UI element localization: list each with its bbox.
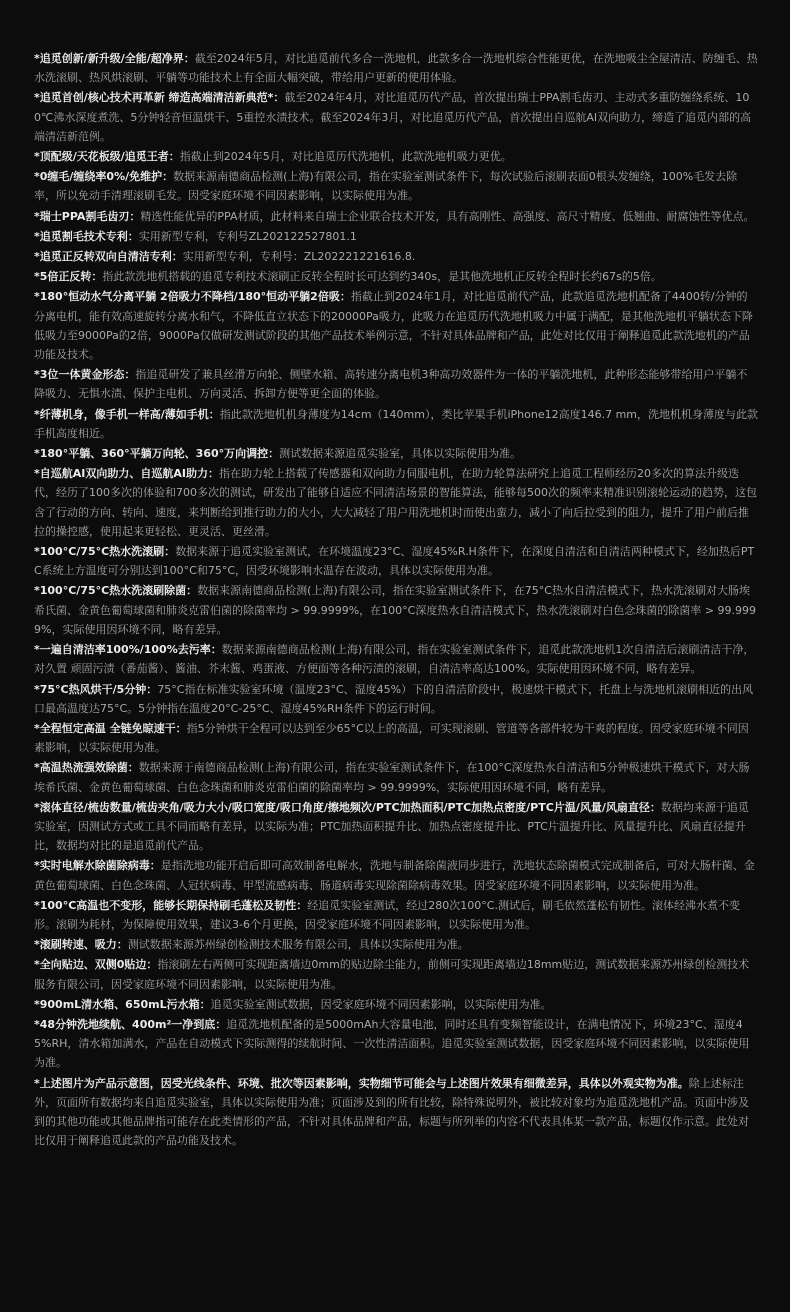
disclaimer-text: 实用新型专利，专利号：ZL202221221616.8. bbox=[182, 250, 416, 264]
disclaimer-label: *100°C高温也不变形，能够长期保持刷毛蓬松及韧性： bbox=[34, 898, 308, 912]
disclaimer-label: *0缠毛/缠绕率0%/免维护： bbox=[34, 170, 174, 184]
disclaimer-list bbox=[34, 49, 758, 1150]
disclaimer-text: 75°C指在标准实验室环境（温度23°C、湿度45%）下的自清洁阶段中，极速烘干模式下，托盘上与洗地机滚刷相近的出风口最高温度达75°C。5分钟指在温度20°C-25°C、湿度45%RH条件下的运行时间。 bbox=[34, 682, 754, 715]
disclaimer-label: *75°C热风烘干/5分钟： bbox=[34, 682, 158, 696]
disclaimer-text: 数据来源南德商品检测(上海)有限公司，指在实验室测试条件下，在75°C热水自清洁模式下，热水洗滚刷对大肠埃希氏菌、金黄色葡萄球菌和肺炎克雷伯菌的除菌率均 > 99.9999%，在100°C深度热水自清洁模式下，热水洗滚刷对白色念珠菌的除菌率 > 99.9999%，实际使用因环境不同，略有差异。 bbox=[34, 584, 757, 636]
disclaimer-label: *上述图片为产品示意图，因受光线条件、环境、批次等因素影响，实物细节可能会与上述图片效果有细微差异，具体以外观实物为准。 bbox=[34, 1076, 689, 1090]
disclaimer-text: 测试数据来源追觅实验室，具体以实际使用为准。 bbox=[279, 447, 522, 461]
disclaimer-paragraph bbox=[34, 719, 758, 757]
disclaimer-paragraph bbox=[34, 935, 758, 954]
disclaimer-paragraph bbox=[34, 955, 758, 993]
disclaimer-paragraph bbox=[34, 856, 758, 894]
disclaimer-text: 指此款洗地机搭载的追觅专利技术滚刷正反转全程时长可达到约340s，是其他洗地机正反转全程时长约67s的5倍。 bbox=[102, 270, 662, 284]
disclaimer-text: 测试数据来源苏州绿创检测技术服务有限公司，具体以实际使用为准。 bbox=[127, 938, 469, 952]
disclaimer-text: 追觅洗地机配备的是5000mAh大容量电池，同时还具有变频智能设计，在满电情况下，环境23°C、湿度45%RH，清水箱加满水，产品在自动模式下实际测得的续航时间、一次性清洁面积。追觅实验室测试数据，因受家庭环境不同因素影响，以实际使用为准。 bbox=[34, 1017, 750, 1070]
disclaimer-paragraph bbox=[34, 267, 758, 286]
disclaimer-label: *100°C/75°C热水洗滚刷： bbox=[34, 545, 176, 559]
disclaimer-text: 数据来源于南德商品检测(上海)有限公司，指在实验室测试条件下，在100°C深度热水自清洁和5分钟极速烘干模式下，对大肠埃希氏菌、金黄色葡萄球菌、白色念珠菌和肺炎克雷伯菌的除菌率均 > 99.9999%，实际使用因环境不同，略有差异。 bbox=[34, 761, 750, 794]
disclaimer-paragraph bbox=[34, 247, 758, 266]
disclaimer-text: 指截止到2024年1月，对比追觅前代产品，此款追觅洗地机配备了4400转/分钟的分离电机，能有效高速旋转分离水和气，不降低直立状态下的20000Pa吸力，此吸力在追觅历代洗地机吸力中属于满配，是其他洗地机平躺状态下降低吸力至9000Pa的2倍，9000Pa仅做研发测试阶段的其他产品技术举例示意，不针对具体品牌和产品，此处对比仅用于阐释追觅此款洗地机的产品功能及技术。 bbox=[34, 290, 753, 362]
disclaimer-label: *瑞士PPA割毛齿刃： bbox=[34, 209, 141, 223]
disclaimer-text: 精选性能优异的PPA材质，此材料来自瑞士企业联合技术开发，具有高刚性、高强度、高尺寸精度、低翘曲、耐腐蚀性等优点。 bbox=[140, 209, 755, 223]
disclaimer-label: *全向贴边、双侧0贴边： bbox=[34, 958, 158, 972]
disclaimer-text: 追觅实验室测试数据，因受家庭环境不同因素影响，以实际使用为准。 bbox=[210, 997, 552, 1011]
disclaimer-text: 指5分钟烘干全程可以达到至少65°C以上的高温，可实现滚刷、管道等各部件较为干爽的程度。因受家庭环境不同因素影响，以实际使用为准。 bbox=[34, 721, 749, 755]
disclaimer-text: 指此款洗地机机身薄度为14cm（140mm），类比苹果手机iPhone12高度146.7 mm，洗地机机身薄度与此款手机高度相近。 bbox=[34, 407, 759, 440]
disclaimer-label: *100°C/75°C热水洗滚刷除菌： bbox=[34, 584, 198, 598]
disclaimer-text: 指滚刷左右两侧可实现距离墙边0mm的贴边除尘能力，前侧可实现距离墙边18mm贴边，测试数据来源苏州绿创检测技术服务有限公司，因受家庭环境不同因素影响，以实际使用为准。 bbox=[34, 958, 750, 991]
disclaimer-text: 是指洗地功能开启后即可高效制备电解水，洗地与制备除菌液同步进行，洗地状态除菌模式完成制备后，可对大肠杆菌、金黄色葡萄球菌、白色念珠菌、人冠状病毒、甲型流感病毒、肠道病毒实现除菌除病毒效果。因受家庭环境不同因素影响，以实际使用为准。 bbox=[34, 859, 755, 892]
disclaimer-paragraph bbox=[34, 444, 758, 463]
disclaimer-label: *滚刷转速、吸力： bbox=[34, 938, 128, 952]
disclaimer-text: 数据来源南德商品检测(上海)有限公司，指在实验室测试条件下，追觅此款洗地机1次自清洁后滚刷清洁干净，对久置 顽固污渍（番茄酱）、酱油、芥末酱、鸡蛋液、方便面等各种污渍的滚刷，自清洁率高达100%。实际使用因环境不同，略有差异。 bbox=[34, 643, 755, 676]
disclaimer-label: *滚体直径/梳齿数量/梳齿夹角/吸力大小/吸口宽度/吸口角度/擦地频次/PTC加热面积/PTC加热点密度/PTC片温/风量/风扇直径： bbox=[34, 800, 661, 814]
disclaimer-label: *自巡航AI双向助力、自巡航AI助力： bbox=[34, 467, 219, 481]
disclaimer-paragraph bbox=[34, 995, 758, 1014]
disclaimer-label: *追觅正反转双向自清洁专利： bbox=[34, 250, 183, 264]
disclaimer-paragraph bbox=[34, 227, 758, 246]
disclaimer-label: *追觅首创/核心技术再革新 缔造高端清洁新典范*： bbox=[34, 91, 285, 105]
disclaimer-paragraph bbox=[34, 581, 758, 639]
disclaimer-paragraph bbox=[34, 896, 758, 934]
disclaimer-label: *5倍正反转： bbox=[34, 270, 103, 284]
disclaimer-text: 经追觅实验室测试，经过280次100°C.测试后，刷毛依然蓬松有韧性。滚体经沸水煮不变形。滚刷为耗材，为保障使用效果，建议3-6个月更换，因受家庭环境不同因素影响，以实际使用为准。 bbox=[34, 898, 740, 931]
disclaimer-text: 指在助力轮上搭载了传感器和双向助力伺服电机，在助力轮算法研究上追觅工程师经历20多次的算法升级迭代，经历了100多次的体验和700多次的测试，研发出了能够自适应不同清洁场景的智能算法，能够每500次的频率来精准识别滚轮运动的趋势，这包含了行动的方向、转向、速度，来判断给到推行助力的大小，大大减轻了用户用洗地机时而使出蛮力，减小了向后拉受到的阻力，提升了用户前后推拉的操控感，使用起来更轻松、更灵活、更丝滑。 bbox=[34, 467, 757, 538]
disclaimer-paragraph bbox=[34, 680, 758, 718]
disclaimer-label: *900mL清水箱、650mL污水箱： bbox=[34, 997, 211, 1011]
disclaimer-text: 数据来源于追觅实验室测试，在环境温度23°C、湿度45%R.H条件下，在深度自清洁和自清洁两种模式下，经加热后PTC系统上方温度可分别达到100°C和75°C，因受环境影响水温存在波动，具体以实际使用为准。 bbox=[34, 545, 755, 578]
disclaimer-label: *48分钟洗地续航、400m²一净到底： bbox=[34, 1017, 227, 1031]
disclaimer-paragraph bbox=[34, 167, 758, 205]
disclaimer-paragraph bbox=[34, 464, 758, 541]
disclaimer-paragraph bbox=[34, 147, 758, 166]
disclaimer-text: 指追觅研发了兼具丝滑万向轮、侧壁水箱、高转速分离电机3种高功效器件为一体的平躺洗地机，此种形态能够带给用户平躺不降吸力、无惧水渍、保护主电机、万向灵活、拆卸方便等更全面的体验。 bbox=[34, 368, 748, 401]
disclaimer-text: 数据来源南德商品检测(上海)有限公司，指在实验室测试条件下，每次试验后滚刷表面0根头发缠绕，100%毛发去除率，所以免动手清理滚刷毛发。因受家庭环境不同因素影响，以实际使用为准。 bbox=[34, 170, 738, 203]
disclaimer-label: *追觅割毛技术专利： bbox=[34, 229, 139, 243]
disclaimer-paragraph bbox=[34, 287, 758, 364]
disclaimer-paragraph bbox=[34, 207, 758, 226]
disclaimer-label: *高温热流强效除菌： bbox=[34, 761, 139, 775]
disclaimer-paragraph bbox=[34, 405, 758, 443]
disclaimer-label: *全程恒定高温 全链免晾速干： bbox=[34, 721, 187, 735]
disclaimer-paragraph bbox=[34, 365, 758, 403]
disclaimer-label: *180°平躺、360°平躺万向轮、360°万向调控： bbox=[34, 447, 280, 461]
disclaimer-text: 除上述标注外，页面所有数据均来自追觅实验室，具体以实际使用为准；页面涉及到的所有比较，除特殊说明外，被比较对象均为追觅洗地机产品。页面中涉及到的其他功能或其他品牌指可能存在此类情形的产品，不针对具体品牌和产品，标题与所列举的内容不代表具体某一款产品，标题仅作示意。此处对比仅用于阐释追觅此款的产品功能及技术。 bbox=[34, 1076, 749, 1148]
disclaimer-label: *一遍自清洁率100%/100%去污率： bbox=[34, 643, 222, 657]
disclaimer-label: *顶配级/天花板级/追觅王者： bbox=[34, 150, 180, 164]
disclaimer-paragraph bbox=[34, 49, 758, 87]
disclaimer-text: 数据均来源于追觅实验室，因测试方式或工具不同而略有差异，以实际为准；PTC加热面积提升比、加热点密度提升比、PTC片温提升比、风量提升比、风扇直径提升比，数据均对比的是追觅前代产品。 bbox=[34, 800, 749, 853]
disclaimer-label: *追觅创新/新升级/全能/超净界： bbox=[34, 52, 195, 65]
disclaimer-text: 指截止到2024年5月，对比追觅历代洗地机，此款洗地机吸力更优。 bbox=[179, 150, 512, 164]
disclaimer-label: *180°恒动水气分离平躺 2倍吸力不降档/180°恒动平躺2倍吸： bbox=[34, 290, 351, 304]
disclaimer-label: *纤薄机身，像手机一样高/薄如手机： bbox=[34, 407, 220, 421]
disclaimer-paragraph bbox=[34, 1074, 758, 1151]
disclaimer-label: *3位一体黄金形态： bbox=[34, 368, 136, 382]
disclaimer-paragraph bbox=[34, 542, 758, 580]
disclaimer-text: 实用新型专利，专利号ZL202122527801.1 bbox=[138, 229, 357, 243]
disclaimer-paragraph bbox=[34, 88, 758, 146]
disclaimer-text: 截至2024年5月，对比追觅前代多合一洗地机，此款多合一洗地机综合性能更优，在洗地吸尘全屋清洁、防缠毛、热水洗滚刷、热风烘滚刷、平躺等功能技术上有全面大幅突破，带给用户更新的使用体验。 bbox=[34, 52, 758, 85]
disclaimer-paragraph bbox=[34, 798, 758, 856]
disclaimer-label: *实时电解水除菌除病毒： bbox=[34, 859, 161, 873]
disclaimer-text: 截至2024年4月，对比追觅历代产品，首次提出瑞士PPA割毛齿刃、主动式多重防缠绕系统、100℃沸水深度煮洗、5分钟轻音恒温烘干、5重控水渍技术。截至2024年3月，对比追觅历代产品，首次提出自巡航AI双向助力，缔造了追觅内部的高端清洁新范例。 bbox=[34, 91, 752, 143]
disclaimer-paragraph bbox=[34, 1015, 758, 1073]
disclaimer-paragraph bbox=[34, 640, 758, 678]
disclaimer-paragraph bbox=[34, 758, 758, 796]
